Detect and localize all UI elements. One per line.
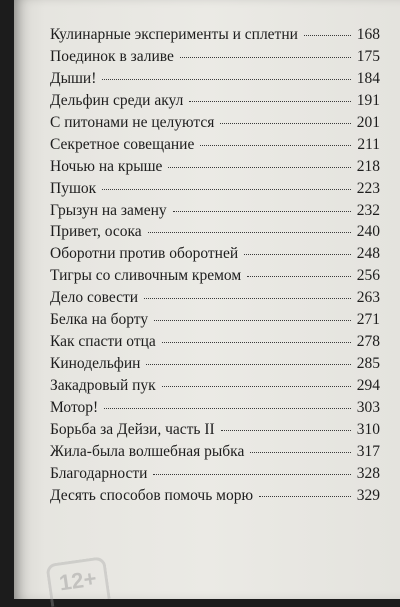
dot-leader (173, 211, 351, 212)
book-page (14, 0, 400, 599)
dot-leader (180, 57, 351, 58)
toc-entry (50, 26, 380, 48)
toc-entry-title: Борьба за Дейзи, часть II (50, 420, 215, 438)
toc-entry-title: Дыши! (50, 69, 97, 87)
toc-entry (50, 377, 380, 399)
toc-entry-page: 256 (356, 267, 380, 285)
toc-entry-page: 285 (356, 355, 380, 373)
dot-leader (146, 364, 350, 365)
dot-leader (250, 452, 350, 453)
toc-entry-title: Секретное совещание (50, 135, 195, 153)
toc-entry (50, 114, 380, 136)
toc-entry-title: Пушок (50, 179, 97, 197)
dot-leader (154, 320, 351, 321)
toc-entry (50, 465, 380, 487)
toc-entry (50, 311, 380, 333)
dot-leader (189, 101, 350, 102)
dot-leader (220, 123, 350, 124)
toc-entry (50, 399, 380, 421)
toc-entry (50, 92, 380, 114)
toc-entry-title: Жила-была волшебная рыбка (50, 442, 245, 460)
dot-leader (168, 167, 350, 168)
toc-entry-page: 303 (356, 398, 380, 416)
toc-entry-title: Дело совести (50, 289, 139, 307)
toc-entry-page: 232 (356, 201, 380, 219)
dot-leader (104, 408, 351, 409)
toc-entry-page: 191 (356, 91, 380, 109)
dot-leader (148, 232, 351, 233)
toc-entry (50, 180, 380, 202)
toc-entry (50, 70, 380, 92)
dot-leader (247, 276, 351, 277)
toc-entry-page: 223 (356, 179, 380, 197)
toc-entry (50, 48, 380, 70)
toc-entry-page: 328 (356, 464, 380, 482)
toc-entry-page: 248 (356, 245, 380, 263)
toc-entry-page: 168 (356, 26, 380, 43)
dot-leader (153, 474, 350, 475)
toc-entry-page: 201 (356, 113, 380, 131)
toc-entry (50, 245, 380, 267)
toc-entry-title: Поединок в заливе (50, 47, 174, 65)
dot-leader (221, 430, 351, 431)
toc-entry (50, 223, 380, 245)
toc-entry-title: Кинодельфин (50, 355, 141, 373)
toc-entry-title: Закадровый пук (50, 377, 156, 394)
toc-entry (50, 421, 380, 443)
toc-entry (50, 487, 380, 509)
dot-leader (162, 386, 351, 387)
age-rating-watermark: 12+ (45, 556, 110, 607)
toc-entry-page: 294 (356, 377, 380, 394)
toc-entry-page: 329 (356, 486, 380, 504)
toc-entry-page: 211 (357, 135, 380, 153)
toc-entry-page: 263 (356, 289, 380, 307)
dot-leader (162, 342, 351, 343)
toc-entry-title: Кулинарные эксперименты и сплетни (50, 26, 298, 43)
dot-leader (200, 145, 351, 146)
toc-entry (50, 267, 380, 289)
toc-entry-title: Дельфин среди акул (50, 91, 184, 109)
dot-leader (259, 496, 351, 497)
toc-entry-page: 271 (356, 311, 380, 329)
toc-entry (50, 289, 380, 311)
toc-entry-title: Оборотни против оборотней (50, 245, 239, 263)
toc-entry-page: 240 (356, 223, 380, 241)
toc-entry (50, 136, 380, 158)
toc-entry-page: 218 (356, 157, 380, 175)
toc-entry-title: С питонами не целуются (50, 113, 215, 131)
dot-leader (102, 79, 350, 80)
toc-entry-page: 184 (356, 69, 380, 87)
toc-entry-title: Ночью на крыше (50, 157, 163, 175)
toc-entry-title: Как спасти отца (50, 333, 156, 351)
toc-entry-title: Десять способов помочь морю (50, 486, 254, 504)
toc-entry-title: Благодарности (50, 464, 148, 482)
toc-entry-title: Привет, осока (50, 223, 142, 241)
dot-leader (102, 189, 351, 190)
toc-entry (50, 355, 380, 377)
table-of-contents (50, 26, 380, 509)
dot-leader (244, 254, 351, 255)
toc-entry-title: Грызун на замену (50, 201, 167, 219)
toc-entry-title: Тигры со сливочным кремом (50, 267, 242, 285)
toc-entry-title: Мотор! (50, 398, 99, 416)
toc-entry-page: 278 (356, 333, 380, 351)
dot-leader (144, 298, 351, 299)
toc-entry (50, 158, 380, 180)
toc-entry-page: 175 (356, 47, 380, 65)
dot-leader (304, 35, 351, 36)
toc-entry (50, 202, 380, 224)
toc-entry (50, 333, 380, 355)
toc-entry-page: 317 (356, 442, 380, 460)
toc-entry-page: 310 (356, 420, 380, 438)
toc-entry-title: Белка на борту (50, 311, 149, 329)
toc-entry (50, 443, 380, 465)
